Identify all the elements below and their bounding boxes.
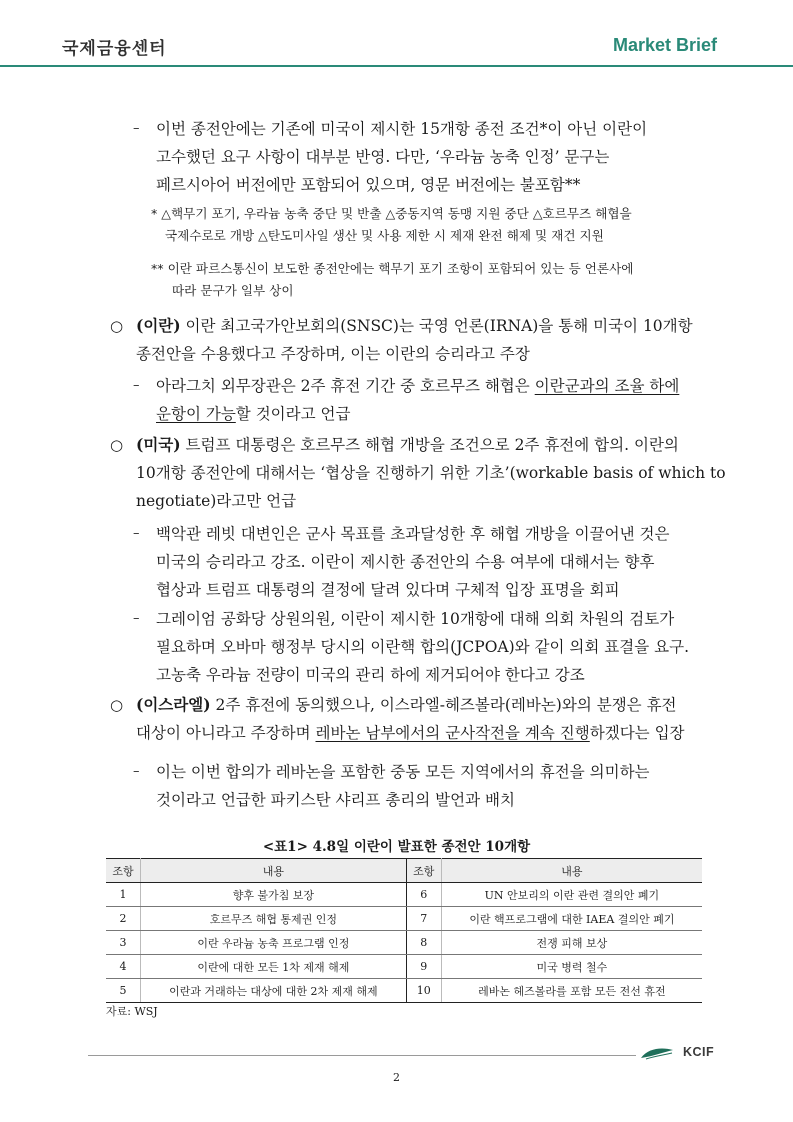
header-divider bbox=[0, 65, 793, 67]
text-line: 협상과 트럼프 대통령의 결정에 달려 있다며 구체적 입장 표명을 회피 bbox=[156, 581, 620, 599]
ceasefire-table bbox=[106, 858, 702, 1003]
section-paragraph bbox=[136, 691, 698, 747]
bullet-paragraph bbox=[156, 115, 696, 199]
text-line: negotiate)라고만 언급 bbox=[136, 492, 297, 510]
dash-marker: – bbox=[133, 526, 140, 541]
underlined-text: 운항이 가능 bbox=[156, 405, 236, 423]
bullet-paragraph bbox=[156, 372, 696, 428]
table-source: 자료: WSJ bbox=[106, 1005, 158, 1018]
table-row bbox=[106, 883, 702, 907]
table-header-row bbox=[106, 859, 702, 883]
clause-number: 3 bbox=[106, 931, 141, 955]
dash-marker: – bbox=[133, 611, 140, 626]
circle-marker: ○ bbox=[110, 696, 124, 714]
column-header: 내용 bbox=[441, 859, 702, 883]
text-line: 미국의 승리라고 강조. 이란이 제시한 종전안의 수용 여부에 대해서는 향후 bbox=[156, 553, 655, 571]
clause-content: 이란 우라늄 농축 프로그램 인정 bbox=[141, 931, 407, 955]
footer-divider bbox=[88, 1055, 636, 1056]
kcif-leaf-icon bbox=[640, 1047, 674, 1060]
table-row bbox=[106, 979, 702, 1003]
clause-number: 2 bbox=[106, 907, 141, 931]
text-run: 2주 휴전에 동의했으나, 이스라엘-헤즈볼라(레바논)와의 분쟁은 휴전 bbox=[210, 696, 677, 714]
footnote bbox=[151, 258, 711, 302]
bullet-paragraph bbox=[156, 758, 696, 814]
text-line: 이번 종전안에는 기존에 미국이 제시한 15개항 종전 조건*이 아닌 이란이 bbox=[156, 120, 648, 138]
text-run: 하겠다는 입장 bbox=[589, 724, 685, 742]
org-name: 국제금융센터 bbox=[62, 39, 167, 59]
text-line: 따라 문구가 일부 상이 bbox=[172, 283, 294, 298]
clause-number: 4 bbox=[106, 955, 141, 979]
section-tag: (미국) bbox=[136, 435, 181, 454]
section-tag: (이란) bbox=[136, 316, 181, 335]
bullet-paragraph bbox=[156, 605, 696, 689]
clause-content: 향후 불가침 보장 bbox=[141, 883, 407, 907]
page-header bbox=[0, 0, 793, 68]
dash-marker: – bbox=[133, 764, 140, 779]
text-line: 10개항 종전안에 대해서는 ‘협상을 진행하기 위한 기초’(workable basis of which to bbox=[136, 464, 726, 482]
bullet-paragraph bbox=[156, 520, 696, 604]
text-run: 할 것이라고 언급 bbox=[235, 405, 351, 423]
clause-number: 5 bbox=[106, 979, 141, 1003]
clause-content: UN 안보리의 이란 관련 결의안 폐기 bbox=[441, 883, 702, 907]
text-line: 고농축 우라늄 전량이 미국의 관리 하에 제거되어야 한다고 강조 bbox=[156, 666, 585, 684]
column-header: 조항 bbox=[406, 859, 441, 883]
text-line: 종전안을 수용했다고 주장하며, 이는 이란의 승리라고 주장 bbox=[136, 345, 530, 363]
page-number: 2 bbox=[393, 1071, 400, 1084]
circle-marker: ○ bbox=[110, 317, 124, 335]
underlined-text: 레바논 남부에서의 군사작전을 계속 진행 bbox=[315, 724, 590, 742]
dash-marker: – bbox=[133, 378, 140, 393]
section-paragraph bbox=[136, 431, 726, 515]
clause-content: 전쟁 피해 보상 bbox=[441, 931, 702, 955]
text-line: 것이라고 언급한 파키스탄 샤리프 총리의 발언과 배치 bbox=[156, 791, 515, 809]
clause-content: 이란과 거래하는 대상에 대한 2차 제재 해제 bbox=[141, 979, 407, 1003]
text-line: 고수했던 요구 사항이 대부분 반영. 다만, ‘우라늄 농축 인정’ 문구는 bbox=[156, 148, 610, 166]
clause-number: 7 bbox=[406, 907, 441, 931]
kcif-logo bbox=[640, 1040, 720, 1064]
clause-number: 9 bbox=[406, 955, 441, 979]
text-line: * △핵무기 포기, 우라늄 농축 중단 및 반출 △중동지역 동맹 지원 중단 △호르무즈 해협을 bbox=[151, 206, 632, 221]
text-line: 그레이엄 공화당 상원의원, 이란이 제시한 10개항에 대해 의회 차원의 검토가 bbox=[156, 610, 675, 628]
text-run: 아라그치 외무장관은 2주 휴전 기간 중 호르무즈 해협은 bbox=[156, 377, 535, 395]
clause-content: 호르무즈 해협 통제권 인정 bbox=[141, 907, 407, 931]
clause-number: 1 bbox=[106, 883, 141, 907]
text-line: 백악관 레빗 대변인은 군사 목표를 초과달성한 후 해협 개방을 이끌어낸 것은 bbox=[156, 525, 670, 543]
text-run: 트럼프 대통령은 호르무즈 해협 개방을 조건으로 2주 휴전에 합의. 이란의 bbox=[180, 436, 679, 454]
table-row bbox=[106, 907, 702, 931]
circle-marker: ○ bbox=[110, 436, 124, 454]
footnote bbox=[151, 203, 711, 247]
text-line: 필요하며 오바마 행정부 당시의 이란핵 합의(JCPOA)와 같이 의회 표결을 요구. bbox=[156, 638, 690, 656]
clause-content: 이란에 대한 모든 1차 제재 해제 bbox=[141, 955, 407, 979]
text-line: 국제수로로 개방 △탄도미사일 생산 및 사용 제한 시 제재 완전 해제 및 재건 지원 bbox=[165, 228, 604, 243]
clause-number: 8 bbox=[406, 931, 441, 955]
clause-content: 레바논 헤즈볼라를 포함 모든 전선 휴전 bbox=[441, 979, 702, 1003]
table-title: <표1> 4.8일 이란이 발표한 종전안 10개항 bbox=[262, 839, 531, 855]
section-tag: (이스라엘) bbox=[136, 695, 211, 714]
column-header: 조항 bbox=[106, 859, 141, 883]
clause-number: 6 bbox=[406, 883, 441, 907]
logo-text: KCIF bbox=[683, 1045, 715, 1059]
text-line: ** 이란 파르스통신이 보도한 종전안에는 핵무기 포기 조항이 포함되어 있는 등 언론사에 bbox=[151, 261, 634, 276]
text-run: 대상이 아니라고 주장하며 bbox=[136, 724, 316, 742]
clause-content: 이란 핵프로그램에 대한 IAEA 결의안 폐기 bbox=[441, 907, 702, 931]
series-name: Market Brief bbox=[612, 35, 717, 55]
text-line: 이는 이번 합의가 레바논을 포함한 중동 모든 지역에서의 휴전을 의미하는 bbox=[156, 763, 650, 781]
clause-number: 10 bbox=[406, 979, 441, 1003]
column-header: 내용 bbox=[141, 859, 407, 883]
clause-content: 미국 병력 철수 bbox=[441, 955, 702, 979]
underlined-text: 이란군과의 조율 하에 bbox=[534, 377, 680, 395]
table-row bbox=[106, 931, 702, 955]
table-row bbox=[106, 955, 702, 979]
section-paragraph bbox=[136, 312, 698, 368]
dash-marker: – bbox=[133, 121, 140, 136]
text-line: 페르시아어 버전에만 포함되어 있으며, 영문 버전에는 불포함** bbox=[156, 176, 581, 194]
text-run: 이란 최고국가안보회의(SNSC)는 국영 언론(IRNA)을 통해 미국이 10개항 bbox=[180, 317, 693, 335]
